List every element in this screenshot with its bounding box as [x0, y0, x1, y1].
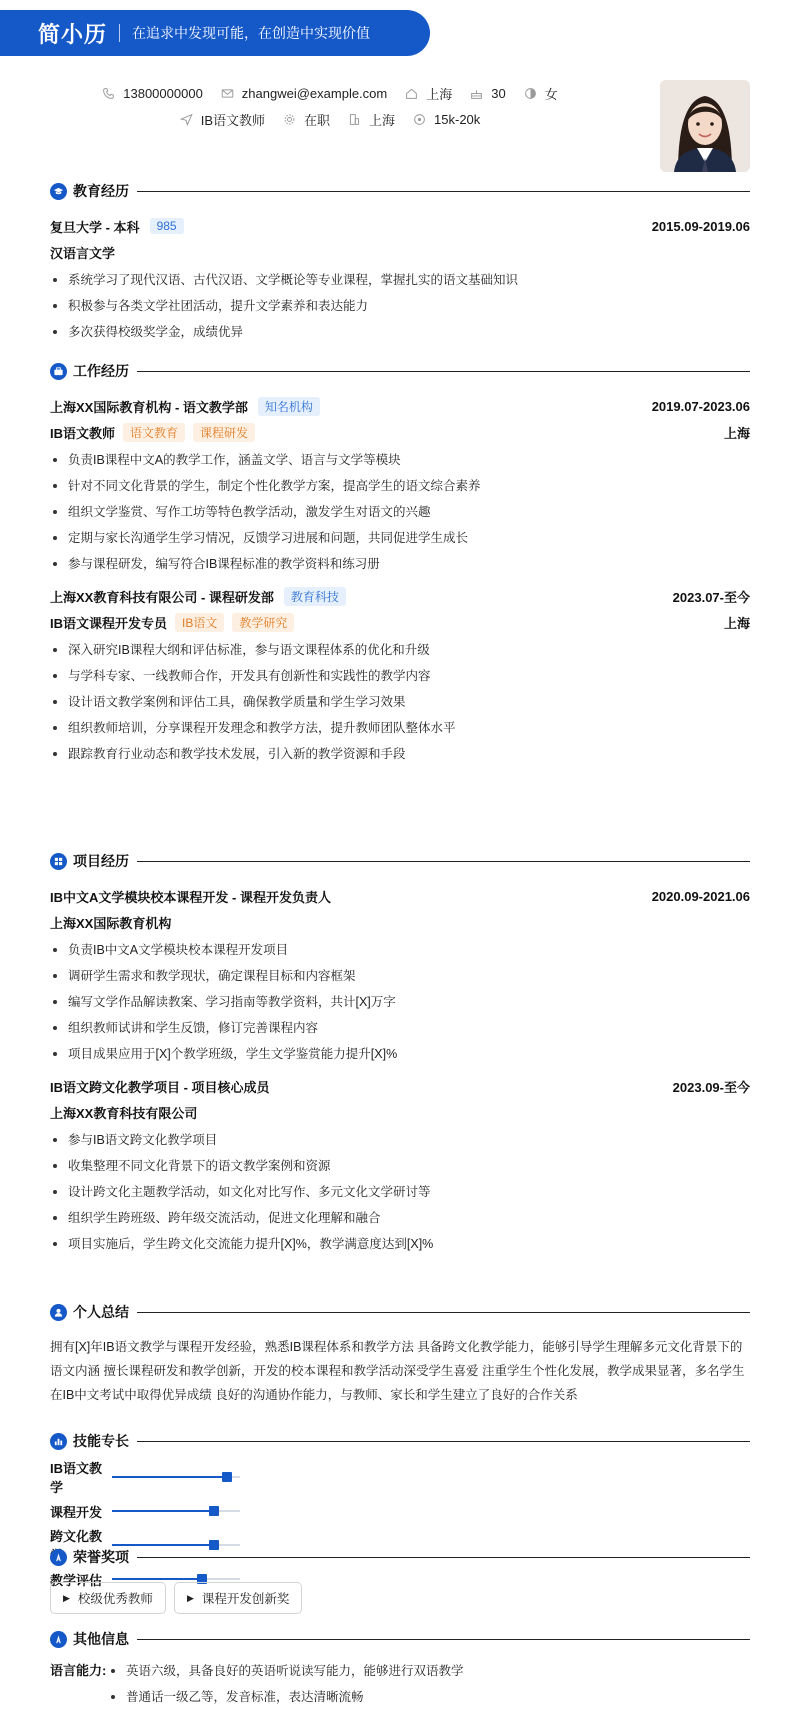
award-item	[174, 1582, 302, 1614]
section-divider	[137, 1312, 750, 1313]
list-item: 英语六级，具备良好的英语听说读写能力，能够进行双语教学	[108, 1658, 464, 1684]
section-title: 技能专长	[73, 1433, 129, 1449]
language-ability	[50, 1658, 750, 1710]
work-position-row	[50, 609, 750, 635]
contact-status	[283, 110, 330, 129]
skill-level-knob	[209, 1506, 219, 1516]
gear-icon	[283, 113, 296, 126]
other-section	[50, 1628, 750, 1710]
education-major-row	[50, 239, 750, 265]
project-date: 2023.09-至今	[672, 1079, 750, 1095]
contact-work-city	[348, 110, 395, 129]
section-header	[50, 1301, 750, 1323]
section-title: 项目经历	[73, 853, 129, 869]
skill-level-bar	[112, 1510, 240, 1512]
school-name: 复旦大学 - 本科	[50, 219, 140, 235]
position-name: IB语文课程开发专员	[50, 615, 168, 631]
skill-level-knob	[222, 1472, 232, 1482]
list-item: 组织文学鉴赏、写作工坊等特色教学活动，激发学生对语文的兴趣	[50, 499, 750, 525]
list-item: 定期与家长沟通学生学习情况，反馈学习进展和问题，共同促进学生成长	[50, 525, 750, 551]
skill-item	[50, 1460, 407, 1494]
contact-row-1	[0, 80, 660, 106]
skill-item	[50, 1494, 407, 1528]
project-bullets	[50, 1127, 750, 1257]
skill-name: 课程开发	[50, 1504, 103, 1520]
company-tag: 知名机构	[258, 397, 320, 416]
info-icon	[50, 1631, 67, 1648]
header-divider	[119, 24, 120, 42]
list-item: 项目实施后，学生跨文化交流能力提升[X]%，教学满意度达到[X]%	[50, 1231, 750, 1257]
award-item	[50, 1582, 166, 1614]
list-item: 针对不同文化背景的学生，制定个性化教学方案，提高学生的语文综合素养	[50, 473, 750, 499]
project-org-row	[50, 1099, 750, 1125]
contact-email	[221, 86, 387, 101]
list-item: 参与IB语文跨文化教学项目	[50, 1127, 750, 1153]
work-bullets	[50, 447, 750, 577]
contact-salary	[413, 112, 480, 127]
list-item: 组织教师试讲和学生反馈，修订完善课程内容	[50, 1015, 750, 1041]
education-bullets	[50, 267, 750, 345]
contact-age	[470, 86, 505, 101]
summary-text: 拥有[X]年IB语文教学与课程开发经验，熟悉IB课程体系和教学方法 具备跨文化教学能力，能够引导学生理解多元文化背景下的语文内涵 擅长课程研发和教学创新，开发的校本课程和教学活动深受学生喜爱 注重学生个性化发展，教学成果显著，多名学生在IB中文考试中取得优异成绩 良好的沟通协作能力，与教师、家长和学生建立了良好的合作关系	[50, 1340, 745, 1402]
skill-level-bar	[112, 1476, 240, 1478]
company-tag: 教育科技	[284, 587, 346, 606]
play-icon: ▶	[186, 1592, 194, 1603]
summary-section	[50, 1301, 750, 1407]
grid-icon	[50, 853, 67, 870]
section-title: 个人总结	[73, 1304, 129, 1320]
phone-text: 13800000000	[123, 85, 203, 101]
award-label: 课程开发创新奖	[201, 1592, 290, 1606]
home-icon	[405, 87, 418, 100]
list-item: 系统学习了现代汉语、古代汉语、文学概论等专业课程，掌握扎实的语文基础知识	[50, 267, 750, 293]
language-label: 语言能力:	[50, 1663, 107, 1678]
graduation-cap-icon	[50, 183, 67, 200]
contact-gender	[524, 84, 558, 103]
building-icon	[348, 113, 361, 126]
work-location: 上海	[723, 425, 750, 441]
project-org: 上海XX国际教育机构	[50, 915, 172, 931]
skill-tag: 教学研究	[232, 613, 294, 632]
resume-brand-title: 简小历	[38, 21, 108, 47]
skill-name: 跨文化教	[50, 1529, 103, 1544]
bar-chart-icon	[50, 1433, 67, 1450]
list-item: 深入研究IB课程大纲和评估标准，参与语文课程体系的优化和升级	[50, 637, 750, 663]
status-text: 在职	[304, 112, 331, 128]
skill-tag: 课程研发	[193, 423, 255, 442]
section-title: 工作经历	[73, 363, 129, 379]
job-target-text: IB语文教师	[200, 112, 265, 128]
list-item: 积极参与各类文学社团活动，提升文学素养和表达能力	[50, 293, 750, 319]
language-bullets	[108, 1658, 464, 1710]
section-header	[50, 360, 750, 382]
section-divider	[137, 1441, 750, 1442]
major-name: 汉语言文学	[50, 245, 116, 261]
contact-city	[405, 84, 452, 103]
awards-section	[50, 1546, 750, 1614]
list-item: 组织学生跨班级、跨年级交流活动，促进文化理解和融合	[50, 1205, 750, 1231]
phone-icon	[102, 87, 115, 100]
work-date: 2023.07-至今	[672, 589, 750, 605]
avatar-portrait	[660, 80, 750, 172]
section-title: 其他信息	[73, 1631, 129, 1647]
education-date: 2015.09-2019.06	[651, 218, 750, 234]
list-item: 跟踪教育行业动态和教学技术发展，引入新的教学资源和手段	[50, 741, 750, 767]
work-entry-header	[50, 393, 750, 419]
profile-photo	[660, 80, 750, 172]
list-item: 调研学生需求和教学现状，确定课程目标和内容框架	[50, 963, 750, 989]
contact-info	[0, 80, 660, 132]
school-tag: 985	[150, 218, 184, 234]
coin-icon	[413, 113, 426, 126]
project-bullets	[50, 937, 750, 1067]
gender-text: 女	[544, 86, 558, 102]
section-header	[50, 180, 750, 202]
skill-tag: IB语文	[175, 613, 224, 632]
education-section	[50, 180, 750, 345]
section-divider	[137, 1639, 750, 1640]
skill-level-fill	[112, 1510, 214, 1512]
section-divider	[137, 191, 750, 192]
company-name: 上海XX教育科技有限公司 - 课程研发部	[50, 589, 274, 605]
salary-text: 15k-20k	[434, 111, 481, 127]
work-section	[50, 360, 750, 767]
list-item: 组织教师培训，分享课程开发理念和教学方法，提升教师团队整体水平	[50, 715, 750, 741]
section-header	[50, 1546, 750, 1568]
award-icon	[50, 1549, 67, 1566]
skill-name: 教学评估	[50, 1572, 103, 1588]
education-entry-header	[50, 213, 750, 239]
send-icon	[180, 113, 193, 126]
city-text: 上海	[426, 86, 453, 102]
project-date: 2020.09-2021.06	[651, 888, 750, 904]
play-icon: ▶	[63, 1592, 70, 1603]
header-slogan: 在追求中发现可能，在创造中实现价值	[132, 25, 371, 41]
list-item: 编写文学作品解读教案、学习指南等教学资料，共计[X]万字	[50, 989, 750, 1015]
section-header	[50, 1430, 750, 1452]
contact-job-target	[180, 110, 265, 129]
cake-icon	[470, 87, 483, 100]
list-item: 收集整理不同文化背景下的语文教学案例和资源	[50, 1153, 750, 1179]
section-divider	[137, 861, 750, 862]
contact-phone	[102, 86, 203, 101]
section-header	[50, 850, 750, 872]
section-header	[50, 1628, 750, 1650]
work-bullets	[50, 637, 750, 767]
work-location: 上海	[723, 615, 750, 631]
age-text: 30	[491, 85, 506, 101]
contact-row-2	[0, 106, 660, 132]
projects-section	[50, 850, 750, 1257]
skill-name: IB语文教学	[50, 1461, 103, 1495]
list-item: 负责IB课程中文A的教学工作，涵盖文学、语言与文学等模块	[50, 447, 750, 473]
list-item: 设计语文教学案例和评估工具，确保教学质量和学生学习效果	[50, 689, 750, 715]
skill-tag: 语文教育	[123, 423, 185, 442]
work-entry-header	[50, 583, 750, 609]
skill-level-fill	[112, 1476, 227, 1478]
project-name: IB中文A文学模块校本课程开发 - 课程开发负责人	[50, 889, 331, 905]
work-position-row	[50, 419, 750, 445]
list-item: 设计跨文化主题教学活动，如文化对比写作、多元文化文学研讨等	[50, 1179, 750, 1205]
work-date: 2019.07-2023.06	[651, 398, 750, 414]
mail-icon	[221, 87, 234, 100]
section-divider	[137, 1557, 750, 1558]
section-title: 教育经历	[73, 183, 129, 199]
section-divider	[137, 371, 750, 372]
project-name: IB语文跨文化教学项目 - 项目核心成员	[50, 1079, 270, 1095]
list-item: 普通话一级乙等，发音标准，表达清晰流畅	[108, 1684, 464, 1710]
project-entry-header	[50, 883, 750, 909]
list-item: 负责IB中文A文学模块校本课程开发项目	[50, 937, 750, 963]
list-item: 参与课程研发，编写符合IB课程标准的教学资料和练习册	[50, 551, 750, 577]
project-org: 上海XX教育科技有限公司	[50, 1105, 198, 1121]
project-entry-header	[50, 1073, 750, 1099]
position-name: IB语文教师	[50, 425, 116, 441]
awards-list	[50, 1582, 750, 1614]
user-icon	[50, 1304, 67, 1321]
header-banner	[0, 10, 430, 56]
award-label: 校级优秀教师	[77, 1592, 153, 1606]
briefcase-icon	[50, 363, 67, 380]
project-org-row	[50, 909, 750, 935]
list-item: 多次获得校级奖学金，成绩优异	[50, 319, 750, 345]
section-title: 荣誉奖项	[73, 1549, 129, 1565]
gender-icon	[524, 87, 537, 100]
list-item: 与学科专家、一线教师合作，开发具有创新性和实践性的教学内容	[50, 663, 750, 689]
company-name: 上海XX国际教育机构 - 语文教学部	[50, 399, 248, 415]
list-item: 项目成果应用于[X]个教学班级，学生文学鉴赏能力提升[X]%	[50, 1041, 750, 1067]
email-text: zhangwei@example.com	[241, 85, 388, 101]
work-city-text: 上海	[369, 112, 396, 128]
